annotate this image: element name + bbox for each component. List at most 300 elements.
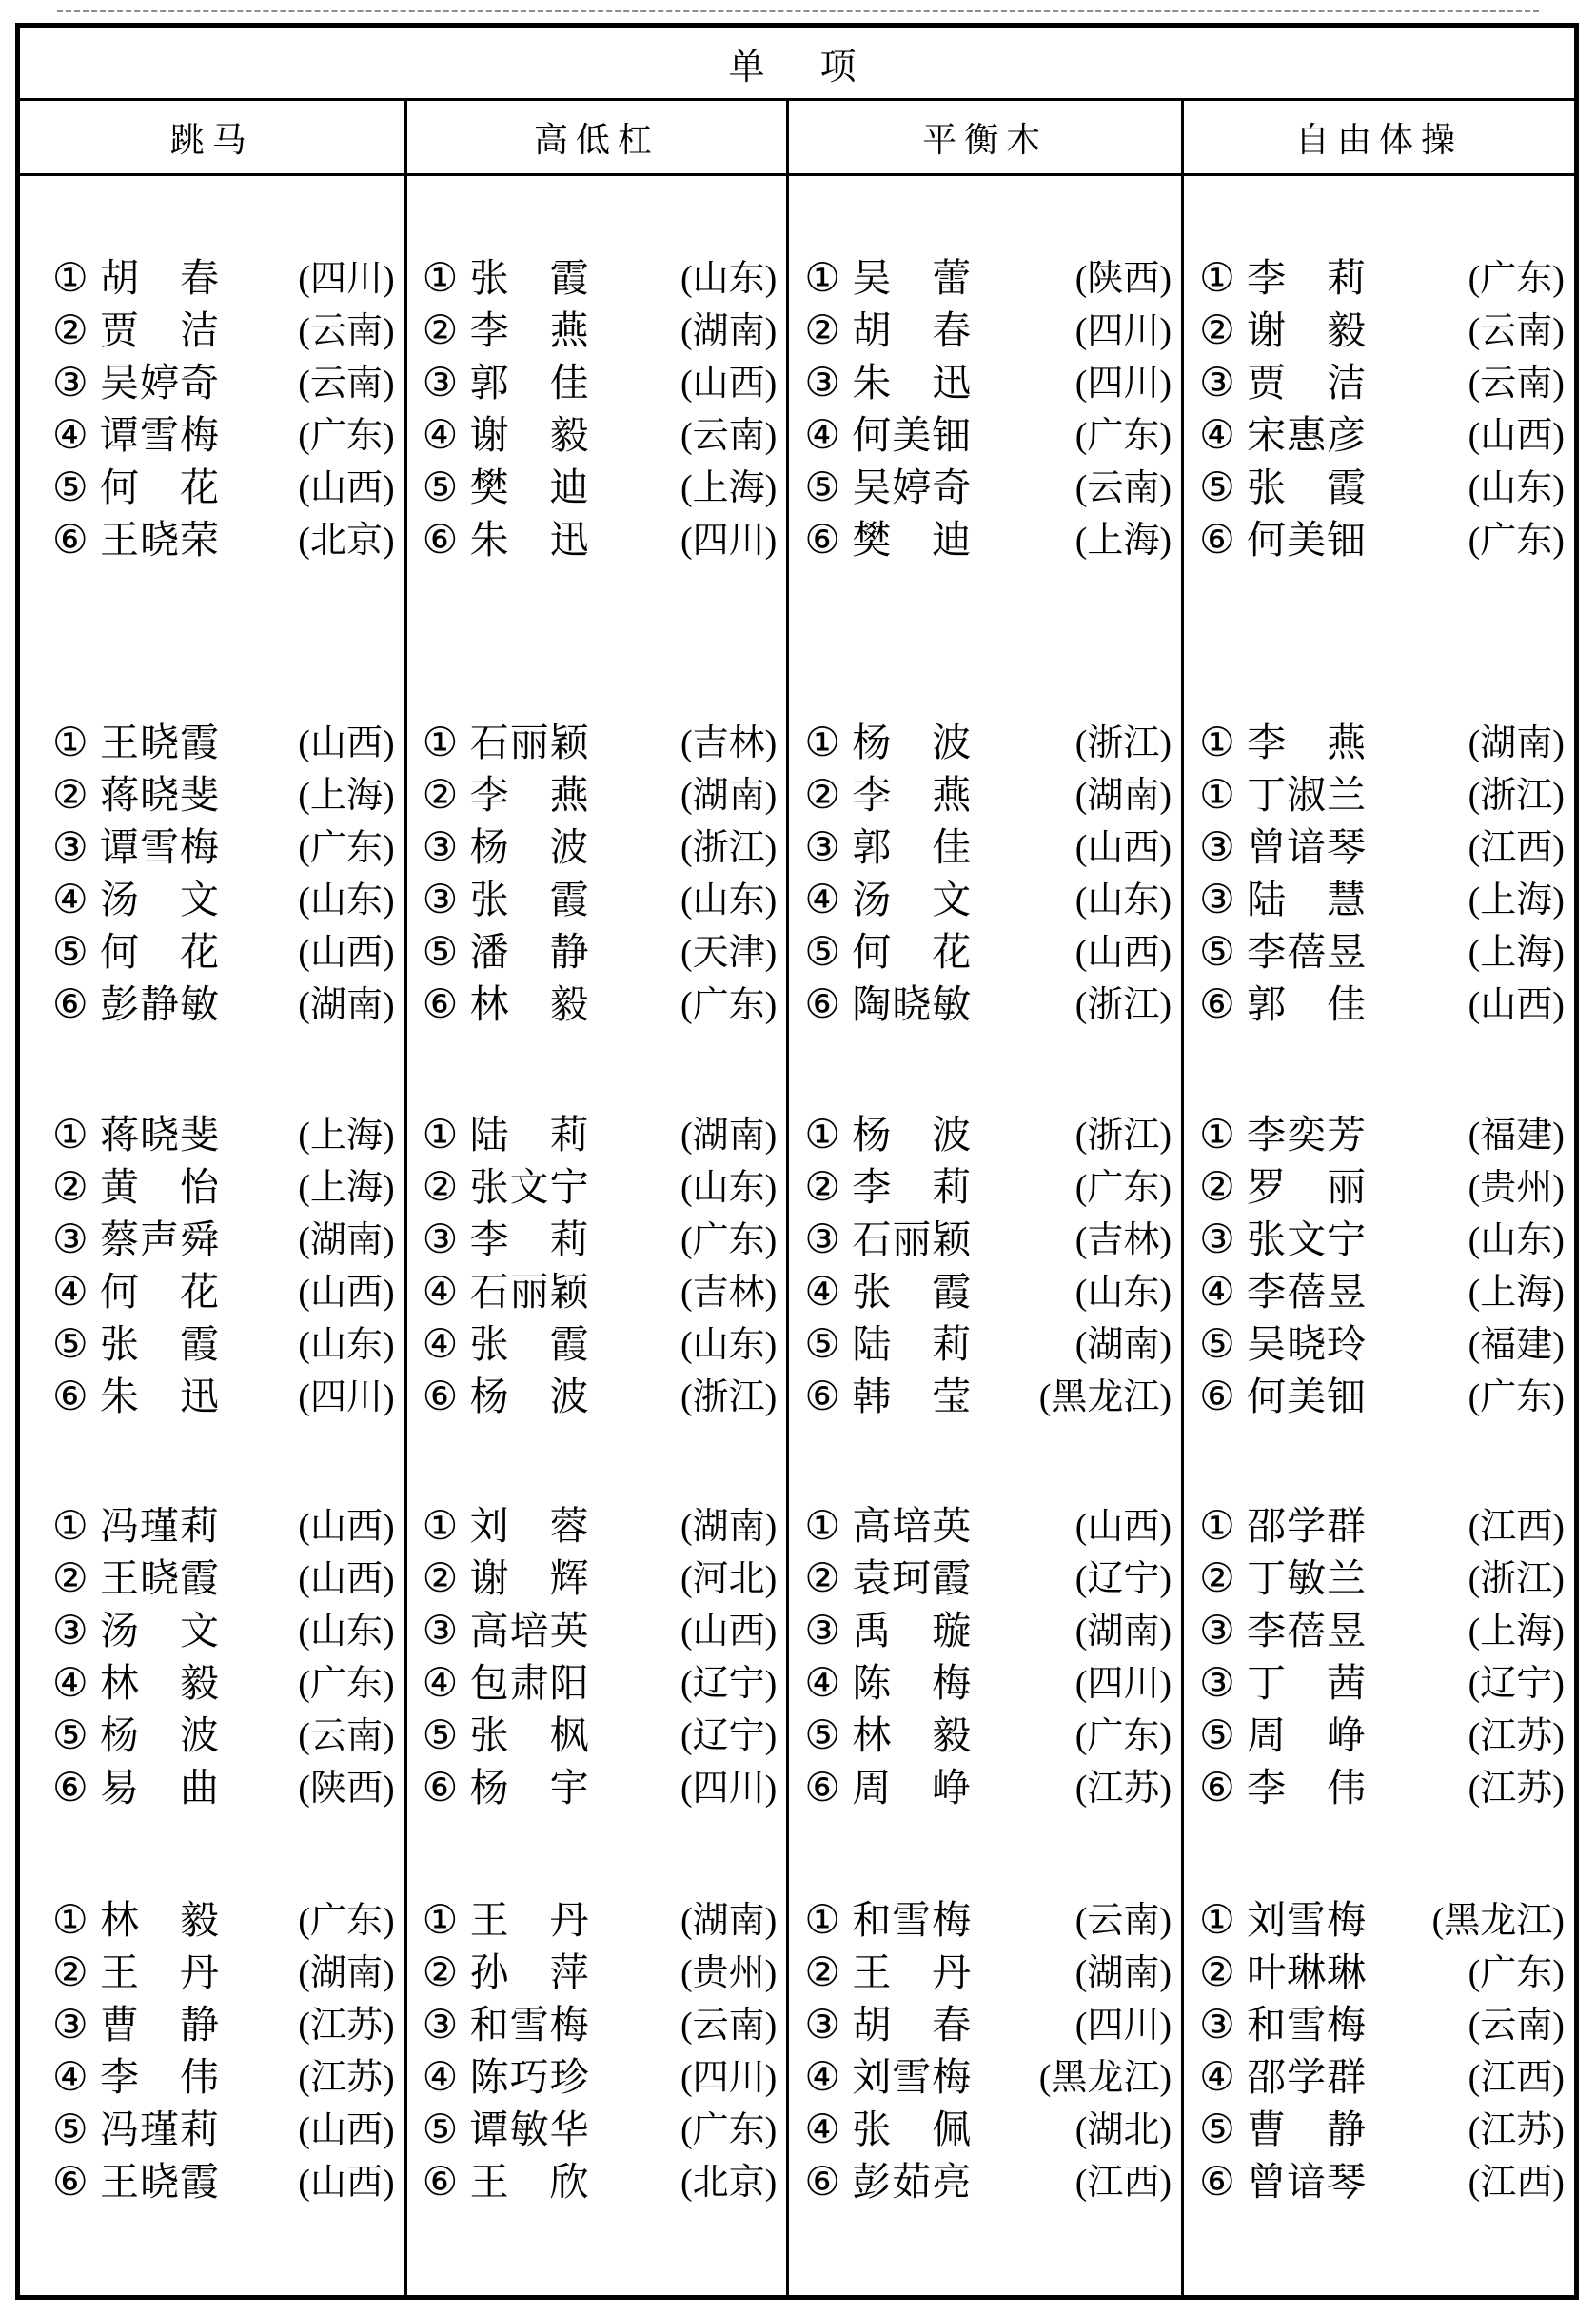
athlete-name: 邵学群 <box>1247 2055 1368 2099</box>
entry-row <box>789 717 1181 769</box>
result-group <box>20 717 404 1031</box>
entry-row <box>20 821 404 874</box>
province-label: (云南) <box>680 2005 778 2046</box>
rank-badge: ④ <box>804 2055 840 2100</box>
rank-badge: ② <box>52 1165 89 1210</box>
entry-row <box>789 1894 1181 1947</box>
column-header-uneven-bars: 高低杠 <box>407 101 790 173</box>
athlete-name: 吴晓玲 <box>1247 1322 1368 1366</box>
athlete-name: 袁珂霞 <box>852 1556 973 1600</box>
entry-row <box>20 1657 404 1710</box>
province-label: (山西) <box>1468 984 1565 1025</box>
athlete-name: 何 花 <box>100 465 220 509</box>
entry-row <box>1184 1762 1574 1814</box>
result-group <box>789 252 1181 566</box>
entry-row <box>1184 1318 1574 1371</box>
province-label: (湖南) <box>298 1219 395 1260</box>
rank-badge: ① <box>422 1504 459 1549</box>
province-label: (浙江) <box>1074 1115 1172 1156</box>
rank-badge: ⑤ <box>422 1713 459 1758</box>
rank-badge: ⑥ <box>804 2160 840 2205</box>
province-label: (山西) <box>298 1506 395 1547</box>
province-label: (江苏) <box>298 2005 395 2046</box>
province-label: (黑龙江) <box>1038 2057 1172 2098</box>
athlete-name: 禹 璇 <box>852 1609 973 1652</box>
province-label: (湖南) <box>1074 1324 1172 1365</box>
rank-badge: ① <box>804 721 840 765</box>
athlete-name: 林 毅 <box>852 1713 973 1757</box>
result-group <box>1184 1500 1574 1814</box>
province-label: (江苏) <box>1074 1768 1172 1809</box>
athlete-name: 蒋晓斐 <box>100 773 220 817</box>
province-label: (湖南) <box>1074 775 1172 816</box>
event-column-balance-beam <box>789 176 1184 2295</box>
province-label: (山西) <box>298 2162 395 2203</box>
scan-edge-line <box>57 10 1539 12</box>
province-label: (云南) <box>1468 310 1565 351</box>
athlete-name: 杨 宇 <box>469 1766 590 1810</box>
entry-row <box>1184 2156 1574 2208</box>
province-label: (黑龙江) <box>1431 1900 1565 1941</box>
entry-row <box>407 1657 787 1710</box>
entry-row <box>407 1710 787 1762</box>
entry-row <box>789 1318 1181 1371</box>
province-label: (黑龙江) <box>1038 1376 1172 1417</box>
rank-badge: ② <box>422 1165 459 1210</box>
rank-badge: ⑤ <box>52 2107 89 2152</box>
athlete-name: 王 丹 <box>100 1950 220 1994</box>
entry-row <box>20 1266 404 1318</box>
province-label: (辽宁) <box>1074 1558 1172 1599</box>
rank-badge: ⑤ <box>52 930 89 975</box>
entry-row <box>407 1161 787 1214</box>
athlete-name: 罗 丽 <box>1247 1165 1368 1209</box>
rank-badge: ⑥ <box>52 982 89 1027</box>
athlete-name: 张 霞 <box>100 1322 220 1366</box>
rank-badge: ⑥ <box>422 982 459 1027</box>
province-label: (山西) <box>298 1272 395 1313</box>
province-label: (山东) <box>298 880 395 920</box>
entry-row <box>1184 1109 1574 1161</box>
province-label: (上海) <box>1468 932 1565 973</box>
rank-badge: ⑥ <box>1199 1766 1235 1810</box>
athlete-name: 孙 萍 <box>469 1950 590 1994</box>
athlete-name: 周 峥 <box>852 1766 973 1810</box>
entry-row <box>407 1500 787 1553</box>
province-label: (江苏) <box>298 2057 395 2098</box>
athlete-name: 韩 莹 <box>852 1375 973 1418</box>
entry-row <box>407 357 787 409</box>
rank-badge: ④ <box>422 1661 459 1706</box>
province-label: (山西) <box>298 932 395 973</box>
entry-row <box>20 1161 404 1214</box>
entry-row <box>789 1371 1181 1423</box>
rank-badge: ⑤ <box>422 930 459 975</box>
entry-row <box>407 717 787 769</box>
entry-row <box>407 1214 787 1266</box>
province-label: (贵州) <box>680 1952 778 1993</box>
province-label: (湖南) <box>680 1900 778 1941</box>
entry-row <box>789 979 1181 1031</box>
entry-row <box>407 1553 787 1605</box>
entry-row <box>1184 1947 1574 1999</box>
athlete-name: 何 花 <box>100 1270 220 1314</box>
rank-badge: ⑤ <box>1199 465 1235 510</box>
entry-row <box>407 1999 787 2051</box>
province-label: (浙江) <box>680 1376 778 1417</box>
rank-badge: ② <box>804 308 840 353</box>
entry-row <box>407 1318 787 1371</box>
province-label: (山东) <box>680 880 778 920</box>
province-label: (广东) <box>1074 1167 1172 1208</box>
province-label: (江西) <box>1074 2162 1172 2203</box>
entry-row <box>20 769 404 821</box>
athlete-name: 郭 佳 <box>1247 982 1368 1026</box>
athlete-name: 丁敏兰 <box>1247 1556 1368 1600</box>
rank-badge: ① <box>52 721 89 765</box>
province-label: (上海) <box>680 467 778 508</box>
province-label: (广东) <box>298 415 395 456</box>
table-title: 单 项 <box>20 28 1574 101</box>
rank-badge: ⑤ <box>804 465 840 510</box>
athlete-name: 刘 蓉 <box>469 1504 590 1548</box>
athlete-name: 叶琳琳 <box>1247 1950 1368 1994</box>
rank-badge: ② <box>804 773 840 818</box>
rank-badge: ② <box>1199 308 1235 353</box>
rank-badge: ④ <box>422 1270 459 1315</box>
athlete-name: 杨 波 <box>469 825 590 869</box>
entry-row <box>789 357 1181 409</box>
athlete-name: 汤 文 <box>100 1609 220 1652</box>
province-label: (山东) <box>680 1167 778 1208</box>
athlete-name: 张文宁 <box>1247 1217 1368 1261</box>
province-label: (云南) <box>298 1715 395 1756</box>
entry-row <box>20 1605 404 1657</box>
result-group <box>1184 717 1574 1031</box>
athlete-name: 易 曲 <box>100 1766 220 1810</box>
athlete-name: 朱 迅 <box>100 1375 220 1418</box>
rank-badge: ② <box>52 1556 89 1601</box>
athlete-name: 何美钿 <box>1247 1375 1368 1418</box>
province-label: (江苏) <box>1468 2109 1565 2150</box>
rank-badge: ⑥ <box>422 2160 459 2205</box>
entry-row <box>407 1762 787 1814</box>
rank-badge: ③ <box>804 2003 840 2048</box>
province-label: (上海) <box>298 1115 395 1156</box>
athlete-name: 吴婷奇 <box>852 465 973 509</box>
rank-badge: ② <box>422 308 459 353</box>
province-label: (四川) <box>1074 2005 1172 2046</box>
province-label: (山东) <box>1468 467 1565 508</box>
athlete-name: 贾 洁 <box>1247 361 1368 405</box>
entry-row <box>20 514 404 566</box>
result-group <box>407 252 787 566</box>
entry-row <box>1184 821 1574 874</box>
entry-row <box>789 1266 1181 1318</box>
athlete-name: 汤 文 <box>100 878 220 921</box>
entry-row <box>1184 1894 1574 1947</box>
rank-badge: ② <box>804 1556 840 1601</box>
rank-badge: ③ <box>52 1609 89 1653</box>
entry-row <box>1184 979 1574 1031</box>
entry-row <box>1184 2051 1574 2104</box>
province-label: (上海) <box>298 1167 395 1208</box>
athlete-name: 冯瑾莉 <box>100 1504 220 1548</box>
province-label: (湖南) <box>680 1115 778 1156</box>
result-group <box>407 1109 787 1423</box>
rank-badge: ① <box>1199 256 1235 301</box>
rank-badge: ⑥ <box>52 2160 89 2205</box>
province-label: (四川) <box>1074 1663 1172 1704</box>
province-label: (广东) <box>1468 1376 1565 1417</box>
rank-badge: ② <box>804 1950 840 1995</box>
entry-row <box>1184 769 1574 821</box>
event-column-floor-exercise <box>1184 176 1574 2295</box>
athlete-name: 高培英 <box>469 1609 590 1652</box>
entry-row <box>789 874 1181 926</box>
province-label: (北京) <box>298 520 395 561</box>
athlete-name: 陆 慧 <box>1247 878 1368 921</box>
entry-row <box>20 462 404 514</box>
result-group <box>20 1109 404 1423</box>
entry-row <box>407 252 787 305</box>
rank-badge: ⑥ <box>1199 1375 1235 1419</box>
province-label: (江苏) <box>1468 1715 1565 1756</box>
entry-row <box>20 1500 404 1553</box>
rank-badge: ③ <box>804 1609 840 1653</box>
province-label: (辽宁) <box>680 1715 778 1756</box>
athlete-name: 王晓荣 <box>100 518 220 562</box>
athlete-name: 张文宁 <box>469 1165 590 1209</box>
rank-badge: ④ <box>52 1661 89 1706</box>
entry-row <box>20 305 404 357</box>
rank-badge: ③ <box>1199 361 1235 406</box>
province-label: (吉林) <box>680 722 778 763</box>
province-label: (上海) <box>298 775 395 816</box>
rank-badge: ③ <box>1199 825 1235 870</box>
athlete-name: 郭 佳 <box>469 361 590 405</box>
result-group <box>407 1500 787 1814</box>
province-label: (湖南) <box>680 310 778 351</box>
rank-badge: ③ <box>422 825 459 870</box>
result-group <box>789 1894 1181 2208</box>
entry-row <box>20 357 404 409</box>
entry-row <box>407 769 787 821</box>
rank-badge: ⑥ <box>804 1375 840 1419</box>
province-label: (江西) <box>1468 827 1565 868</box>
athlete-name: 杨 波 <box>852 1113 973 1157</box>
province-label: (山东) <box>680 1324 778 1365</box>
province-label: (湖南) <box>298 1952 395 1993</box>
athlete-name: 陆 莉 <box>852 1322 973 1366</box>
rank-badge: ⑤ <box>1199 1322 1235 1367</box>
result-group <box>20 1894 404 2208</box>
rank-badge: ③ <box>1199 878 1235 922</box>
entry-row <box>407 1266 787 1318</box>
rank-badge: ② <box>52 1950 89 1995</box>
province-label: (山西) <box>298 467 395 508</box>
province-label: (广东) <box>1074 415 1172 456</box>
entry-row <box>789 1947 1181 1999</box>
entry-row <box>407 462 787 514</box>
entry-row <box>789 1657 1181 1710</box>
entry-row <box>407 2051 787 2104</box>
entry-row <box>1184 874 1574 926</box>
rank-badge: ③ <box>422 2003 459 2048</box>
athlete-name: 樊 迪 <box>852 518 973 562</box>
rank-badge: ② <box>1199 1950 1235 1995</box>
results-table <box>15 23 1579 2300</box>
rank-badge: ④ <box>804 878 840 922</box>
province-label: (云南) <box>1468 363 1565 404</box>
entry-row <box>789 514 1181 566</box>
rank-badge: ⑤ <box>422 465 459 510</box>
result-group <box>1184 1894 1574 2208</box>
entry-row <box>1184 1214 1574 1266</box>
province-label: (云南) <box>1074 1900 1172 1941</box>
rank-badge: ⑥ <box>1199 2160 1235 2205</box>
athlete-name: 高培英 <box>852 1504 973 1548</box>
province-label: (云南) <box>298 310 395 351</box>
entry-row <box>20 717 404 769</box>
athlete-name: 李 燕 <box>469 773 590 817</box>
rank-badge: ④ <box>804 413 840 458</box>
entry-row <box>789 1161 1181 1214</box>
entry-row <box>20 409 404 462</box>
rank-badge: ③ <box>422 1609 459 1653</box>
province-label: (北京) <box>680 2162 778 2203</box>
rank-badge: ① <box>52 256 89 301</box>
entry-row <box>407 1109 787 1161</box>
province-label: (湖南) <box>680 775 778 816</box>
athlete-name: 杨 波 <box>852 721 973 764</box>
entry-row <box>1184 462 1574 514</box>
athlete-name: 石丽颖 <box>469 1270 590 1314</box>
athlete-name: 林 毅 <box>100 1661 220 1705</box>
athlete-name: 彭茹亮 <box>852 2160 973 2204</box>
rank-badge: ① <box>1199 1898 1235 1943</box>
province-label: (山东) <box>298 1324 395 1365</box>
athlete-name: 胡 春 <box>100 256 220 300</box>
entry-row <box>20 1947 404 1999</box>
athlete-name: 丁 茜 <box>1247 1661 1368 1705</box>
province-label: (广东) <box>1468 1952 1565 1993</box>
province-label: (四川) <box>1074 363 1172 404</box>
rank-badge: ③ <box>1199 1609 1235 1653</box>
province-label: (江苏) <box>1468 1768 1565 1809</box>
province-label: (江西) <box>1468 2057 1565 2098</box>
province-label: (广东) <box>298 1900 395 1941</box>
rank-badge: ⑤ <box>1199 930 1235 975</box>
athlete-name: 李 燕 <box>852 773 973 817</box>
province-label: (湖南) <box>1074 1611 1172 1652</box>
rank-badge: ④ <box>1199 2055 1235 2100</box>
province-label: (广东) <box>680 984 778 1025</box>
entry-row <box>407 1371 787 1423</box>
entry-row <box>789 769 1181 821</box>
entry-row <box>20 1371 404 1423</box>
entry-row <box>407 409 787 462</box>
rank-badge: ④ <box>52 413 89 458</box>
rank-badge: ③ <box>52 1217 89 1262</box>
athlete-name: 王晓霞 <box>100 721 220 764</box>
rank-badge: ④ <box>804 2107 840 2152</box>
province-label: (陕西) <box>1074 258 1172 299</box>
province-label: (山西) <box>680 363 778 404</box>
province-label: (云南) <box>1074 467 1172 508</box>
rank-badge: ② <box>1199 1556 1235 1601</box>
entry-row <box>1184 409 1574 462</box>
entry-row <box>20 1894 404 1947</box>
entry-row <box>789 1999 1181 2051</box>
rank-badge: ③ <box>52 825 89 870</box>
rank-badge: ⑥ <box>52 1375 89 1419</box>
event-column-uneven-bars <box>407 176 790 2295</box>
entry-row <box>789 1500 1181 1553</box>
athlete-name: 张 霞 <box>469 1322 590 1366</box>
province-label: (四川) <box>298 258 395 299</box>
athlete-name: 何 花 <box>100 930 220 974</box>
rank-badge: ④ <box>52 2055 89 2100</box>
athlete-name: 陈巧珍 <box>469 2055 590 2099</box>
athlete-name: 张 霞 <box>469 878 590 921</box>
entry-row <box>407 821 787 874</box>
athlete-name: 陆 莉 <box>469 1113 590 1157</box>
entry-row <box>789 1762 1181 1814</box>
athlete-name: 王 丹 <box>469 1898 590 1942</box>
rank-badge: ④ <box>804 1661 840 1706</box>
rank-badge: ② <box>1199 1165 1235 1210</box>
province-label: (湖南) <box>680 1506 778 1547</box>
athlete-name: 陶晓敏 <box>852 982 973 1026</box>
entry-row <box>789 926 1181 979</box>
athlete-name: 王 丹 <box>852 1950 973 1994</box>
rank-badge: ② <box>422 1556 459 1601</box>
athlete-name: 蔡声舜 <box>100 1217 220 1261</box>
athlete-name: 彭静敏 <box>100 982 220 1026</box>
rank-badge: ④ <box>52 1270 89 1315</box>
athlete-name: 谢 辉 <box>469 1556 590 1600</box>
athlete-name: 贾 洁 <box>100 308 220 352</box>
province-label: (山东) <box>1074 1272 1172 1313</box>
entry-row <box>1184 717 1574 769</box>
entry-row <box>407 874 787 926</box>
rank-badge: ② <box>52 308 89 353</box>
entry-row <box>1184 357 1574 409</box>
province-label: (云南) <box>1468 2005 1565 2046</box>
rank-badge: ④ <box>422 413 459 458</box>
entry-row <box>20 2051 404 2104</box>
province-label: (云南) <box>680 415 778 456</box>
province-label: (山西) <box>298 1558 395 1599</box>
rank-badge: ⑥ <box>804 982 840 1027</box>
athlete-name: 石丽颖 <box>852 1217 973 1261</box>
athlete-name: 宋惠彦 <box>1247 413 1368 457</box>
athlete-name: 李 莉 <box>852 1165 973 1209</box>
entry-row <box>407 2104 787 2156</box>
rank-badge: ④ <box>422 1322 459 1367</box>
athlete-name: 郭 佳 <box>852 825 973 869</box>
athlete-name: 李蓓昱 <box>1247 1609 1368 1652</box>
entry-row <box>407 1947 787 1999</box>
athlete-name: 李蓓昱 <box>1247 930 1368 974</box>
athlete-name: 蒋晓斐 <box>100 1113 220 1157</box>
athlete-name: 曹 静 <box>100 2003 220 2047</box>
entry-row <box>1184 1553 1574 1605</box>
rank-badge: ① <box>52 1898 89 1943</box>
athlete-name: 汤 文 <box>852 878 973 921</box>
entry-row <box>20 979 404 1031</box>
